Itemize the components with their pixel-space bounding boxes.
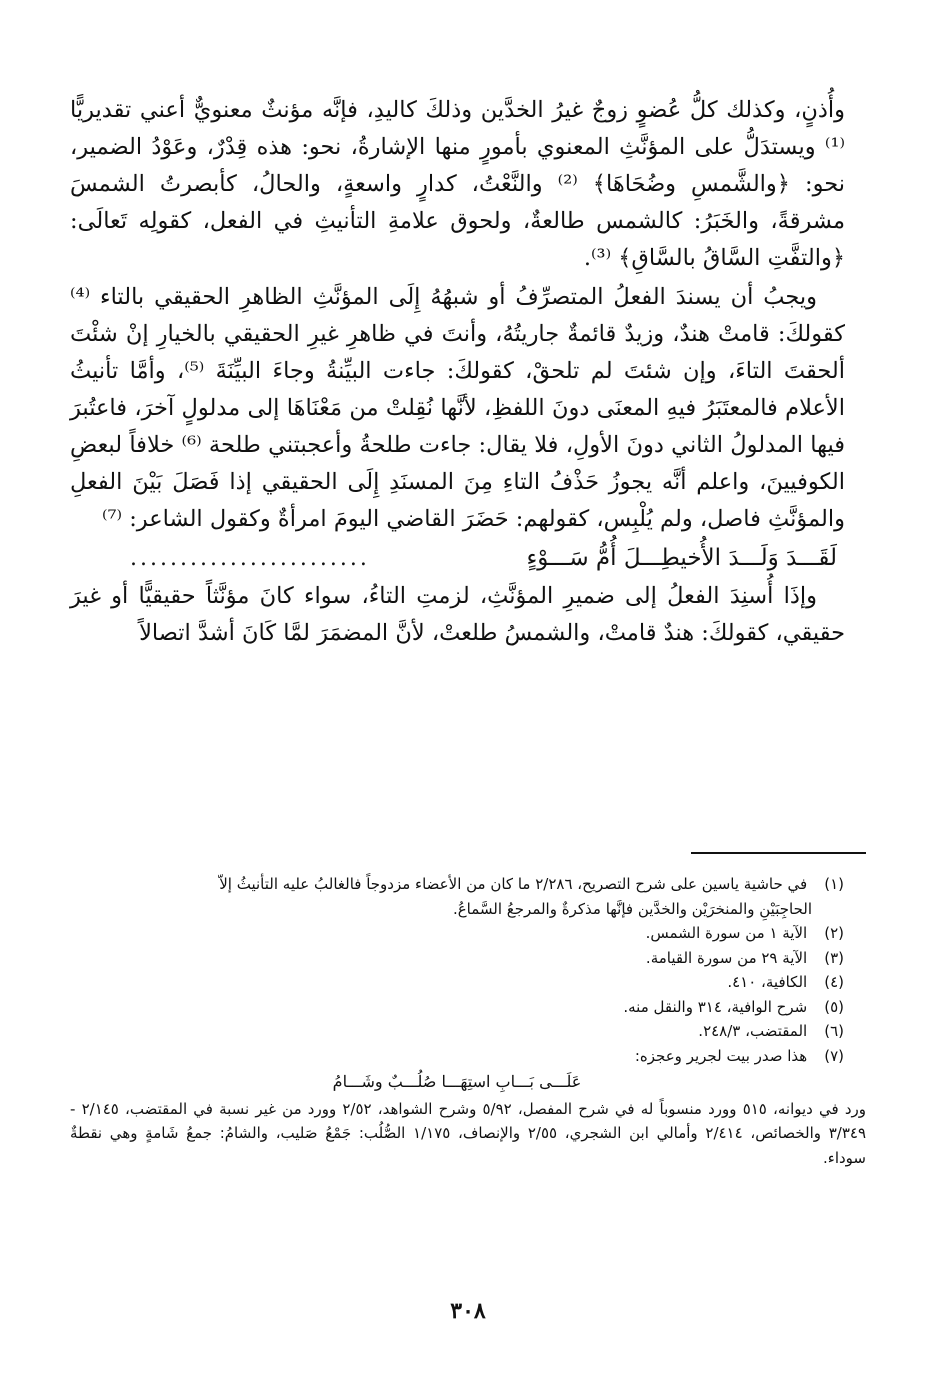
footnote-separator [691, 852, 866, 854]
footnote-number: (١) [824, 875, 844, 893]
footnote-text: الكافية، ٤١٠. [727, 973, 808, 991]
footnote-number: (٣) [824, 948, 844, 967]
footnote-number: (٢) [824, 924, 844, 942]
footnote-1-continuation: الحاجِبَيْنِ والمنخرَيْن والخدَّين فإنَّها مذكرةٌ والمرجعُ السَّماعُ. [452, 899, 812, 918]
paragraph-3: وإذَا أُسنِدَ الفعلُ إلى ضميرِ المؤنَّثِ، لزمتِ التاءُ، سواء كانَ مؤنَّثاً حقيقيًّا أو غيرَ حقيقي، كقولكَ: هندٌ قامتْ، والشمسُ طلعتْ، لأنَّ المضمَرَ لمَّا كَانَ أشدَّ اتصالاً [70, 583, 845, 646]
footnote-number: (٧) [824, 1046, 844, 1065]
paragraph-1: وأُذنٍ، وكذلك كلُّ عُضوٍ زوجٌ غيرُ الخدَّين وذلكَ كاليدِ، فإنَّه مؤنثٌ معنويٌّ أعني تقديريًّا ⁽¹⁾ ويستدَلُّ على المؤنَّثِ المعنوي بأمورٍ منها الإشارةُ، نحو: هذه قِدْرٌ، وعَوْدُ الضمير، نحو: ﴿والشَّمسِ وضُحَاهَا﴾ ⁽²⁾ والنَّعْتُ، كدارٍ واسعةٍ، والحالُ، كأبصرتُ الشمسَ مشرقةً، والخَبَرُ: كالشمس طالعةٌ، ولحوق علامةِ التأنيثِ في الفعل، كقولِه تَعالَى: ﴿والتفَّتِ السَّاقُ بالسَّاقِ﴾ ⁽³⁾. [70, 97, 845, 271]
verse-hemistich: لَقَـــدَ وَلَـــدَ الأُخيطِـــلَ أُمُّ سَـــوْءٍ [526, 545, 837, 571]
verse-line [70, 538, 845, 578]
verse-ellipsis: ........................ [130, 545, 370, 571]
paragraph-2: ويجبُ أن يسندَ الفعلُ المتصرِّفُ أو شبهُهُ إِلَى المؤنَّثِ الظاهرِ الحقيقي بالتاء ⁽⁴⁾ كقولكَ: قامتْ هندٌ، وزيدٌ قائمةٌ جاريتُهُ، وأنتَ في ظاهرِ غيرِ الحقيقي بالخيارِ إنْ شئْتَ ألحقتَ التاءَ، وإن شئتَ لم تلحقْ، كقولكَ: جاءت البيِّنةُ وجاءَ البيِّنَةَ ⁽⁵⁾، وأمَّا تأنيثُ الأعلام فالمعتَبَرُ فيهِ المعنَى دونَ اللفظِ، لأنَّها نُقِلتْ من مَعْنَاهَا إلى مدلولٍ آخرَ، فاعتُبرَ فيها المدلولُ الثاني دونَ الأولِ، فلا يقال: جاءت طلحةُ وأعجبتني طلحة ⁽⁶⁾ خلافاً لبعضِ الكوفيينَ، واعلم أنَّه يجوزُ حَذْفُ التاءِ مِنَ المسنَدِ إِلَى الحقيقي إذا فَصَلَ بَيْنَ الفعلِ والمؤنَّثِ فاصل، ولم يُلْبِس، كقولهم: حَضَرَ القاضي اليومَ امرأةٌ وكقول الشاعر: ⁽⁷⁾ [70, 284, 846, 532]
footnote-text: هذا صدر بيت لجرير وعجزه: [634, 1046, 808, 1065]
footnote-text: شرح الوافية، ٣١٤ والنقل منه. [623, 997, 808, 1016]
footnote-5 [70, 995, 844, 1020]
footnote-number: (٤) [824, 973, 844, 991]
footnote-2 [70, 921, 844, 946]
page-number: ٣٠٨ [450, 1298, 486, 1324]
footnote-4 [70, 970, 844, 995]
footnote-1 [70, 872, 844, 897]
footnote-number: (٥) [824, 997, 844, 1016]
footnote-6 [70, 1019, 844, 1044]
footnote-3 [70, 946, 844, 971]
main-text [70, 92, 845, 652]
footnote-7-verse: عَلَـــى بَـــابِ استِهَـــا صُلُـــبٌ وشَـــامُ [332, 1072, 582, 1091]
footnote-text: المقتضب، ٢٤٨/٣. [698, 1022, 808, 1040]
footnote-text: الآية ١ من سورة الشمس. [645, 924, 808, 942]
footnotes [70, 872, 866, 1170]
footnote-7-body: ورد في ديوانه، ٥١٥ وورد منسوباً له في شرح المفصل، ٥/٩٢ وشرح الشواهد، ٢/٥٢ وورد من غير نسبة في المقتضب، ٢/١٤٥ - ٣/٣٤٩ والخصائص، ٢/٤١٤ وأمالي ابن الشجري، ٢/٥٥ والإنصاف، ١/١٧٥ الصُّلُب: جَمْعُ صَليب، والشامُ: جمعُ شَامةٍ وهي نقطةٌ سوداء. [70, 1099, 866, 1167]
footnote-number: (٦) [824, 1022, 844, 1040]
footnote-text: الآية ٢٩ من سورة القيامة. [645, 948, 808, 967]
footnote-text: في حاشية ياسين على شرح التصريح، ٢/٢٨٦ ما كان من الأعضاء مزدوجاً فالغالبُ عليه التأنيثُ إلاّ [219, 875, 808, 893]
footnote-7 [70, 1044, 844, 1069]
